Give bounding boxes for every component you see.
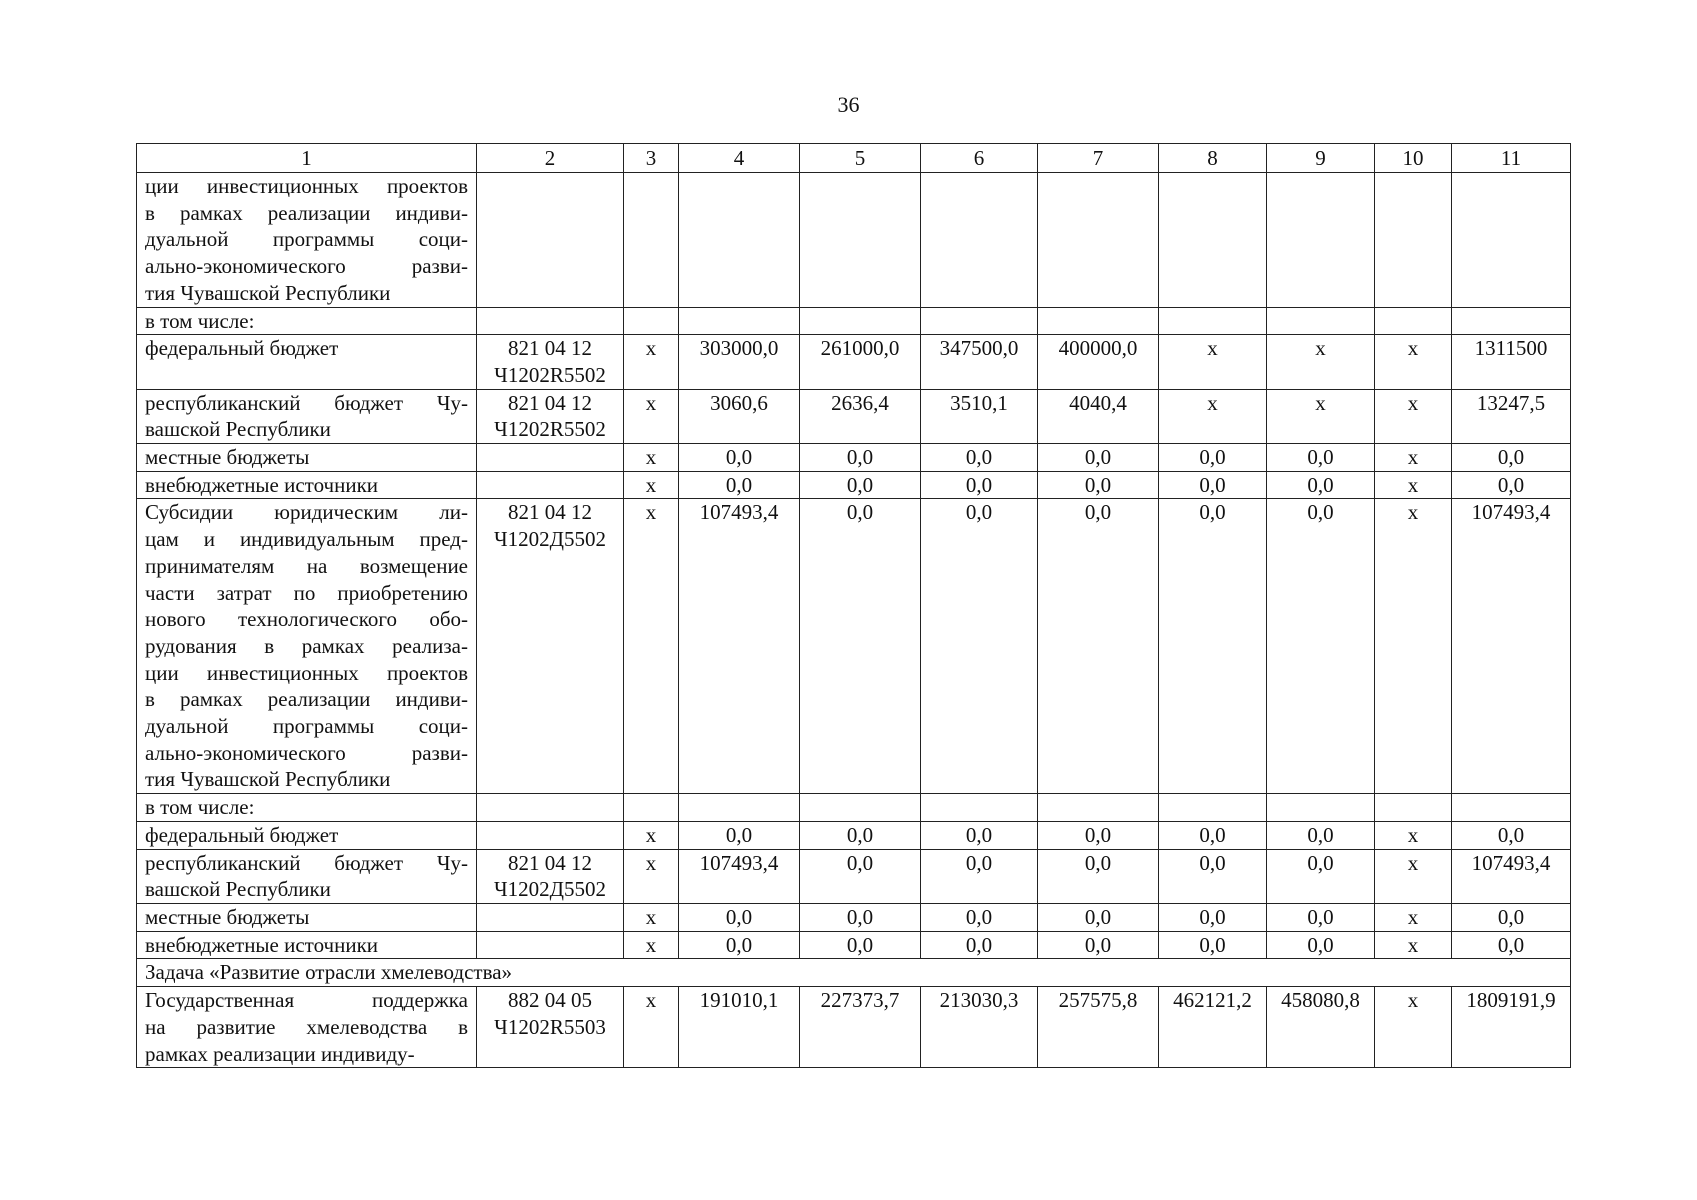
value-cell: 4040,4	[1038, 389, 1159, 443]
value-cell: x	[1375, 335, 1452, 389]
value-cell: 462121,2	[1159, 987, 1267, 1068]
budget-code-line: Ч1202R5502	[494, 362, 606, 387]
value-cell: 0,0	[1452, 821, 1571, 849]
value-cell: 0,0	[679, 931, 800, 959]
value-cell: 0,0	[800, 931, 921, 959]
value-cell: 0,0	[921, 499, 1038, 794]
value-cell: 0,0	[1159, 903, 1267, 931]
description-line: дуальной программы соци-	[145, 714, 468, 739]
row-description	[137, 794, 477, 822]
value-cell: 0,0	[1159, 444, 1267, 472]
value-cell: 0,0	[1267, 444, 1375, 472]
description-line: на развитие хмелеводства в	[145, 1014, 468, 1039]
value-cell	[921, 307, 1038, 335]
column-number: 10	[1375, 144, 1452, 173]
column-number-row	[137, 144, 1571, 173]
description-line: республиканский бюджет Чу-	[145, 390, 468, 415]
value-cell: 0,0	[921, 821, 1038, 849]
description-line: тия Чувашской Республики	[145, 767, 391, 792]
value-cell: x	[624, 987, 679, 1068]
value-cell: 347500,0	[921, 335, 1038, 389]
value-cell: 1311500	[1452, 335, 1571, 389]
table-row	[137, 987, 1571, 1068]
value-cell	[679, 307, 800, 335]
column-number: 9	[1267, 144, 1375, 173]
column-number: 3	[624, 144, 679, 173]
value-cell: x	[1159, 335, 1267, 389]
value-cell: x	[624, 849, 679, 903]
table-row	[137, 903, 1571, 931]
value-cell: x	[1159, 389, 1267, 443]
budget-code	[477, 499, 624, 794]
value-cell: x	[624, 335, 679, 389]
value-cell: 107493,4	[1452, 849, 1571, 903]
budget-table	[136, 143, 1571, 1068]
value-cell: 0,0	[679, 821, 800, 849]
description-line: принимателям на возмещение	[145, 553, 468, 578]
row-description	[137, 335, 477, 389]
value-cell: 0,0	[679, 903, 800, 931]
value-cell: 0,0	[921, 444, 1038, 472]
value-cell	[921, 794, 1038, 822]
value-cell: 0,0	[1038, 444, 1159, 472]
value-cell: 0,0	[1038, 931, 1159, 959]
column-number: 5	[800, 144, 921, 173]
row-description	[137, 903, 477, 931]
row-description	[137, 987, 477, 1068]
value-cell	[1159, 307, 1267, 335]
value-cell: 0,0	[921, 931, 1038, 959]
description-line: рудования в рамках реализа-	[145, 633, 468, 658]
value-cell: x	[624, 444, 679, 472]
value-cell	[679, 173, 800, 308]
row-description	[137, 499, 477, 794]
description-line: ции инвестиционных проектов	[145, 660, 468, 685]
value-cell: 0,0	[1159, 931, 1267, 959]
row-description	[137, 307, 477, 335]
table-row	[137, 821, 1571, 849]
value-cell: 107493,4	[1452, 499, 1571, 794]
budget-code	[477, 821, 624, 849]
value-cell: 0,0	[1267, 931, 1375, 959]
description-line: в том числе:	[145, 308, 255, 333]
value-cell	[1038, 307, 1159, 335]
description-line: в рамках реализации индиви-	[145, 687, 468, 712]
description-line: республиканский бюджет Чу-	[145, 850, 468, 875]
value-cell: 0,0	[1038, 821, 1159, 849]
value-cell: 0,0	[1038, 471, 1159, 499]
row-description	[137, 821, 477, 849]
value-cell	[1375, 307, 1452, 335]
value-cell: 0,0	[1267, 903, 1375, 931]
value-cell	[1038, 794, 1159, 822]
column-number: 11	[1452, 144, 1571, 173]
description-line: тия Чувашской Республики	[145, 280, 391, 305]
value-cell	[1452, 794, 1571, 822]
section-row	[137, 959, 1571, 987]
section-title: Задача «Развитие отрасли хмелеводства»	[137, 959, 1571, 987]
description-line: внебюджетные источники	[145, 472, 379, 497]
value-cell	[1159, 173, 1267, 308]
column-number: 8	[1159, 144, 1267, 173]
value-cell: x	[1375, 903, 1452, 931]
value-cell: 0,0	[800, 471, 921, 499]
value-cell: 261000,0	[800, 335, 921, 389]
value-cell	[1375, 173, 1452, 308]
description-line: нового технологического обо-	[145, 607, 468, 632]
description-line: части затрат по приобретению	[145, 580, 468, 605]
value-cell	[1452, 307, 1571, 335]
value-cell: x	[624, 471, 679, 499]
budget-code-line: 821 04 12	[508, 390, 592, 415]
table-row	[137, 931, 1571, 959]
budget-code	[477, 849, 624, 903]
value-cell: 0,0	[1038, 903, 1159, 931]
value-cell: 0,0	[1159, 499, 1267, 794]
value-cell: x	[1375, 849, 1452, 903]
value-cell: 107493,4	[679, 499, 800, 794]
value-cell: 303000,0	[679, 335, 800, 389]
description-line: федеральный бюджет	[145, 822, 339, 847]
description-line: вашской Республики	[145, 877, 331, 902]
column-number: 4	[679, 144, 800, 173]
value-cell: 227373,7	[800, 987, 921, 1068]
table-row	[137, 444, 1571, 472]
table-row	[137, 794, 1571, 822]
value-cell	[679, 794, 800, 822]
description-line: в рамках реализации индиви-	[145, 200, 468, 225]
budget-code-line: 882 04 05	[508, 988, 592, 1013]
value-cell: 1809191,9	[1452, 987, 1571, 1068]
value-cell: 0,0	[1452, 931, 1571, 959]
value-cell: 2636,4	[800, 389, 921, 443]
budget-code	[477, 307, 624, 335]
value-cell	[1452, 173, 1571, 308]
value-cell	[624, 173, 679, 308]
value-cell	[800, 307, 921, 335]
budget-code-line: 821 04 12	[508, 336, 592, 361]
value-cell: x	[1375, 931, 1452, 959]
value-cell: 13247,5	[1452, 389, 1571, 443]
value-cell	[800, 173, 921, 308]
column-number: 2	[477, 144, 624, 173]
value-cell: 0,0	[800, 903, 921, 931]
value-cell: 0,0	[1267, 471, 1375, 499]
value-cell	[1159, 794, 1267, 822]
table-body	[137, 144, 1571, 1068]
table-row	[137, 471, 1571, 499]
description-line: федеральный бюджет	[145, 336, 339, 361]
budget-code	[477, 335, 624, 389]
row-description	[137, 849, 477, 903]
table-row	[137, 307, 1571, 335]
value-cell: 3060,6	[679, 389, 800, 443]
table-row	[137, 335, 1571, 389]
value-cell: 0,0	[921, 903, 1038, 931]
value-cell: 213030,3	[921, 987, 1038, 1068]
value-cell: 0,0	[1159, 849, 1267, 903]
row-description	[137, 173, 477, 308]
row-description	[137, 389, 477, 443]
value-cell: x	[624, 499, 679, 794]
value-cell: 257575,8	[1038, 987, 1159, 1068]
value-cell: x	[1267, 389, 1375, 443]
value-cell: x	[624, 931, 679, 959]
value-cell: 400000,0	[1038, 335, 1159, 389]
description-line: ально-экономического разви-	[145, 254, 468, 279]
value-cell: 0,0	[1267, 499, 1375, 794]
value-cell: x	[1267, 335, 1375, 389]
value-cell: x	[1375, 821, 1452, 849]
description-line: в том числе:	[145, 795, 255, 820]
value-cell: 0,0	[921, 471, 1038, 499]
description-line: рамках реализации индивиду-	[145, 1041, 415, 1066]
description-line: ально-экономического разви-	[145, 740, 468, 765]
row-description	[137, 471, 477, 499]
value-cell: 0,0	[800, 849, 921, 903]
description-line: внебюджетные источники	[145, 932, 379, 957]
description-line: Субсидии юридическим ли-	[145, 500, 468, 525]
value-cell: x	[624, 903, 679, 931]
value-cell: 0,0	[800, 444, 921, 472]
value-cell: 0,0	[1159, 821, 1267, 849]
value-cell	[624, 307, 679, 335]
column-number: 1	[137, 144, 477, 173]
budget-code	[477, 389, 624, 443]
value-cell: 0,0	[921, 849, 1038, 903]
column-number: 6	[921, 144, 1038, 173]
budget-code-line: 821 04 12	[508, 850, 592, 875]
value-cell: 0,0	[1452, 903, 1571, 931]
value-cell	[1267, 307, 1375, 335]
description-line: цам и индивидуальным пред-	[145, 527, 468, 552]
budget-code	[477, 794, 624, 822]
budget-code	[477, 173, 624, 308]
value-cell: 0,0	[1038, 499, 1159, 794]
value-cell: x	[1375, 444, 1452, 472]
value-cell: 0,0	[800, 499, 921, 794]
value-cell	[624, 794, 679, 822]
value-cell: x	[1375, 499, 1452, 794]
row-description	[137, 444, 477, 472]
value-cell: 458080,8	[1267, 987, 1375, 1068]
description-line: вашской Республики	[145, 417, 331, 442]
row-description	[137, 931, 477, 959]
value-cell	[1267, 794, 1375, 822]
budget-code	[477, 903, 624, 931]
value-cell: 191010,1	[679, 987, 800, 1068]
value-cell: 0,0	[1452, 444, 1571, 472]
budget-code-line: Ч1202R5503	[494, 1014, 606, 1039]
table-row	[137, 499, 1571, 794]
table-row	[137, 389, 1571, 443]
description-line: ции инвестиционных проектов	[145, 174, 468, 198]
value-cell: 0,0	[679, 444, 800, 472]
description-line: местные бюджеты	[145, 904, 310, 929]
value-cell: 0,0	[1267, 849, 1375, 903]
value-cell: 0,0	[1267, 821, 1375, 849]
table-row	[137, 849, 1571, 903]
value-cell: 0,0	[1159, 471, 1267, 499]
value-cell: x	[624, 821, 679, 849]
value-cell: x	[1375, 389, 1452, 443]
budget-code-line: 821 04 12	[508, 500, 592, 525]
value-cell: 3510,1	[921, 389, 1038, 443]
value-cell	[921, 173, 1038, 308]
value-cell	[1267, 173, 1375, 308]
table-row	[137, 173, 1571, 308]
value-cell: 0,0	[1452, 471, 1571, 499]
page-number: 36	[837, 92, 860, 117]
budget-code-line: Ч1202Д5502	[494, 877, 606, 902]
value-cell: 0,0	[1038, 849, 1159, 903]
description-line: дуальной программы соци-	[145, 227, 468, 252]
description-line: Государственная поддержка	[145, 988, 468, 1013]
value-cell	[1375, 794, 1452, 822]
value-cell: x	[624, 389, 679, 443]
value-cell	[800, 794, 921, 822]
column-number: 7	[1038, 144, 1159, 173]
budget-code	[477, 444, 624, 472]
budget-code	[477, 471, 624, 499]
value-cell	[1038, 173, 1159, 308]
budget-code	[477, 987, 624, 1068]
description-line: местные бюджеты	[145, 445, 310, 470]
value-cell: 0,0	[800, 821, 921, 849]
value-cell: 107493,4	[679, 849, 800, 903]
value-cell: x	[1375, 471, 1452, 499]
budget-code	[477, 931, 624, 959]
value-cell: 0,0	[679, 471, 800, 499]
budget-code-line: Ч1202Д5502	[494, 527, 606, 552]
budget-code-line: Ч1202R5502	[494, 417, 606, 442]
value-cell: x	[1375, 987, 1452, 1068]
